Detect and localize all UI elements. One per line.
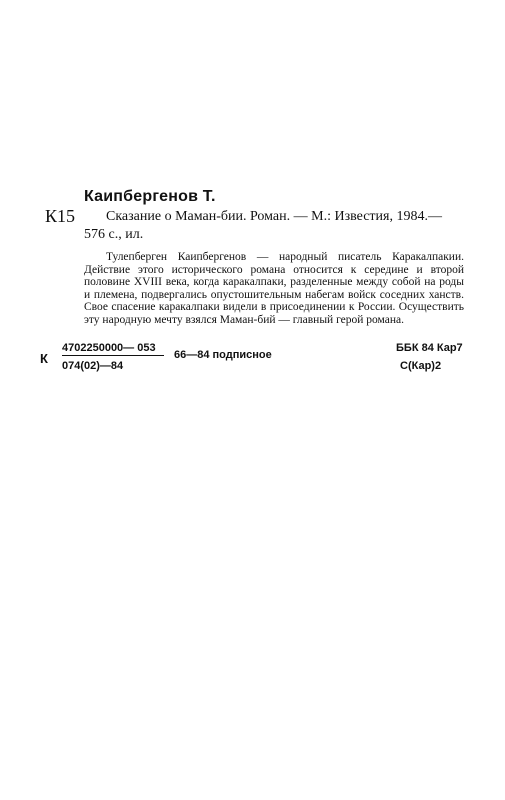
fraction-denominator: 074(02)—84 — [62, 360, 124, 372]
biblio-line-2: 576 с., ил. — [84, 227, 144, 242]
catalog-index: К15 — [45, 206, 76, 226]
order-subscription: 66—84 подписное — [174, 349, 272, 361]
fraction-numerator: 4702250000— 053 — [62, 342, 164, 356]
publication-code-fraction — [62, 342, 164, 372]
biblio-line-1: Сказание о Маман-бии. Роман. — М.: Известия, 1984.— — [106, 209, 442, 224]
footer-letter: К — [40, 351, 48, 366]
author-mark: С(Кар)2 — [400, 360, 442, 372]
author-heading: Каипбергенов Т. — [84, 188, 216, 205]
annotation-paragraph: Тулепберген Каипбергенов — народный писатель Каракалпакии. Действие этого исторического романа относится к середине и второй половине XVIII века, когда каракалпаки, разделенные между собой на роды и племена, подвергались опустошительным набегам войск соседних ханств. Свое спасение каракалпаки видели в присоединении к России. Осуществить эту народную мечту взялся Маман-бий — главный герой романа. — [84, 251, 464, 326]
bbk-classification: ББК 84 Кар7 — [396, 342, 463, 354]
